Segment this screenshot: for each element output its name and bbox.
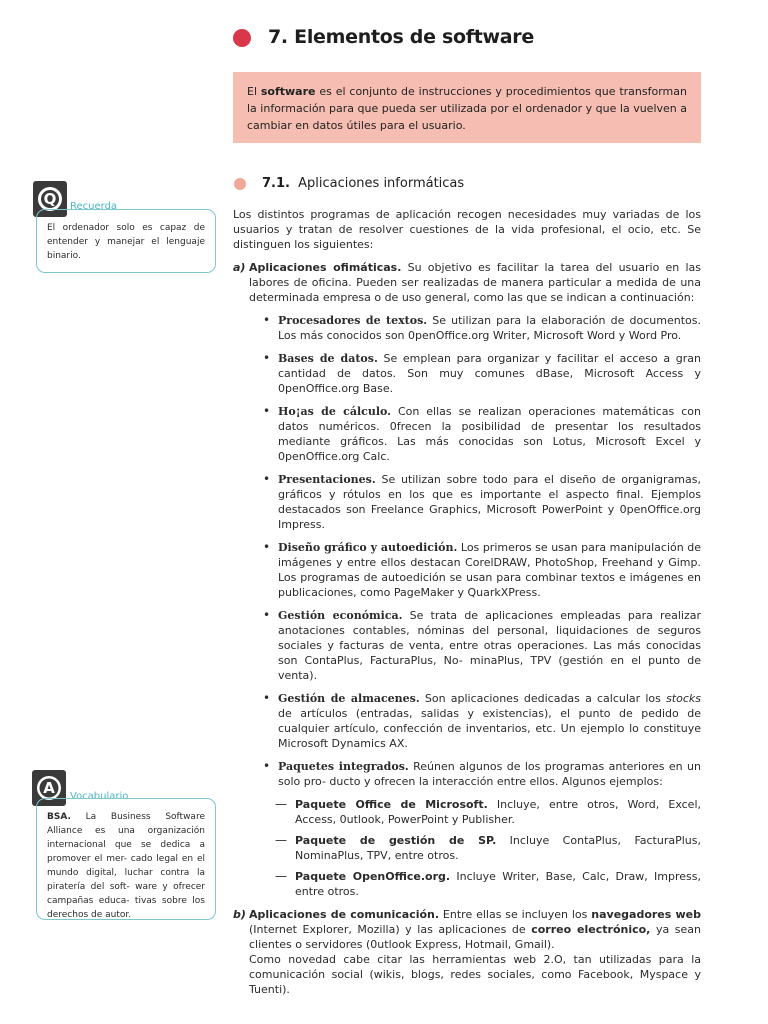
list-item-heading: Gestión de almacenes. xyxy=(278,692,420,705)
title-bullet-icon xyxy=(233,29,251,47)
item-text: (Internet Explorer, Mozilla) y las aplicaciones de xyxy=(249,923,532,936)
list-item-heading: Bases de datos. xyxy=(278,352,378,365)
list-item xyxy=(261,404,701,464)
list-item xyxy=(261,313,701,343)
dash-item xyxy=(278,833,701,863)
list-item-heading: Gestión económica. xyxy=(278,609,403,622)
list-item-text: Los primeros se usan para manipulación de imágenes y entre ellos destacan CorelDRAW, PhotoShop, Freehand y Gimp. Los programas de autoedición se usan para combinar textos e imágenes en publicaciones, como PageMaker y QuarkXPress. xyxy=(278,541,701,599)
list-item-text: de artículos (entradas, salidas y existencias), el punto de pedido de cualquier artículo, confección de inventarios, etc. Un ejemplo lo constituye Microsoft Dynamics AX. xyxy=(278,707,701,750)
application-list xyxy=(249,313,701,899)
item-heading: Aplicaciones ofimáticas. xyxy=(249,261,402,274)
list-item-text: Se trata de aplicaciones empleadas para realizar anotaciones contables, nóminas del personal, liquidaciones de seguros sociales y facturas de venta, entre otras operaciones. Las más conocidas son ContaPlus, FacturaPlus, No- minaPlus, TPV (gestión en el punto de venta). xyxy=(278,609,701,682)
list-item xyxy=(261,540,701,600)
item-bold-text: correo electrónico, xyxy=(531,923,651,936)
definition-prefix: El xyxy=(247,85,261,98)
item-letter: a) xyxy=(233,261,246,274)
recuerda-icon-letter: Q xyxy=(43,190,57,208)
list-item-heading: Ho¡as de cálculo. xyxy=(278,405,391,418)
list-item xyxy=(261,691,701,751)
dash-item xyxy=(278,869,701,899)
list-item xyxy=(261,759,701,899)
dash-item-heading: Paquete Office de Microsoft. xyxy=(295,798,488,811)
list-item-heading: Presentaciones. xyxy=(278,473,376,486)
section-heading xyxy=(262,176,464,191)
vocabulario-term: BSA. xyxy=(47,812,71,822)
vocabulario-icon-letter: A xyxy=(43,779,55,797)
list-item-text: Reúnen algunos de los programas anteriores en un solo pro- ducto y ofrecen la interacción entre ellos. Algunos ejemplos: xyxy=(278,760,701,788)
section-title: Aplicaciones informáticas xyxy=(298,176,465,191)
list-item-heading: Diseño gráfico y autoedición. xyxy=(278,541,458,554)
closing-paragraph: Como novedad cabe citar las herramientas web 2.O, tan utilizadas para la comunicación social (wikis, blogs, redes sociales, como Facebook, Myspace y Tuenti). xyxy=(249,953,701,996)
vocabulario-text: La Business Software Alliance es una organización internacional que se dedica a promover el mer- cado legal en el mundo digital, luchar contra la piratería del soft- ware y ofrecer campañas educa- tivas sobre los derechos de autor. xyxy=(47,812,205,920)
list-item-italic: stocks xyxy=(666,692,702,705)
list-item-heading: Paquetes integrados. xyxy=(278,760,409,773)
list-item xyxy=(261,472,701,532)
main-content xyxy=(233,207,701,997)
dash-item-text: Incluye ContaPlus, FacturaPlus, NominaPlus, TPV, entre otros. xyxy=(295,834,701,862)
item-b xyxy=(233,907,701,952)
recuerda-text: El ordenador solo es capaz de entender y manejar el lenguaje binario. xyxy=(47,223,205,261)
item-text: Su objetivo es facilitar la tarea del usuario en las labores de oficina. Pueden ser realizadas de manera particular a medida de una determinada empresa o de uso general, como las que se indican a continuación: xyxy=(249,261,701,304)
item-text: ya sean clientes o servidores (0utlook Express, Hotmail, Gmail). xyxy=(249,923,701,951)
vocabulario-box xyxy=(36,798,216,920)
vocabulario-label: Vocabulario xyxy=(70,791,129,802)
definition-box xyxy=(233,72,701,143)
dash-item-heading: Paquete OpenOffice.org. xyxy=(295,870,451,883)
list-item-heading: Procesadores de textos. xyxy=(278,314,428,327)
list-item xyxy=(261,351,701,396)
item-letter: b) xyxy=(233,908,246,921)
item-bold-text: navegadores web xyxy=(591,908,702,921)
list-item-text: Se emplean para organizar y facilitar el acceso a gran cantidad de datos. Son muy comunes dBase, Microsoft Access y 0penOffice.org Base. xyxy=(278,352,701,395)
item-heading: Aplicaciones de comunicación. xyxy=(249,908,440,921)
dash-item-heading: Paquete de gestión de SP. xyxy=(295,834,497,847)
definition-term: software xyxy=(260,85,316,98)
intro-paragraph: Los distintos programas de aplicación recogen necesidades muy variadas de los usuarios y tratan de resolver cuestiones de la vida profesional, el ocio, etc. Se distinguen los siguientes: xyxy=(233,208,701,251)
section-bullet-icon xyxy=(234,178,246,190)
list-item xyxy=(261,608,701,683)
dash-item xyxy=(278,797,701,827)
list-item-text: Con ellas se realizan operaciones matemáticas con datos numéricos. 0frecen la posibilidad de presentar los resultados mediante gráficos. Las más conocidas son Lotus, Microsoft Excel y 0penOffice.org Calc. xyxy=(278,405,701,463)
page-title: 7. Elementos de software xyxy=(268,26,534,48)
dash-item-text: Incluye Writer, Base, Calc, Draw, Impress, entre otros. xyxy=(295,870,701,898)
list-item-text: Son aplicaciones dedicadas a calcular los xyxy=(419,692,667,705)
recuerda-label: Recuerda xyxy=(70,201,118,212)
list-item-text: Se utilizan sobre todo para el diseño de organigramas, gráficos y rótulos en los que es importante el aspecto final. Ejemplos destacados son Freelance Graphics, Microsoft PowerPoint y 0penOffice.org Impress. xyxy=(278,473,701,531)
list-item-text: Se utilizan para la elaboración de documentos. Los más conocidos son 0penOffice.org Writer, Microsoft Word y Word Pro. xyxy=(278,314,701,342)
definition-text: es el conjunto de instrucciones y procedimientos que transforman la información para que pueda ser utilizada por el ordenador y que la vuelven a cambiar en datos útiles para el usuario. xyxy=(247,85,687,132)
item-a xyxy=(233,260,701,899)
item-text: Entre ellas se incluyen los xyxy=(439,908,592,921)
package-list xyxy=(278,797,701,899)
section-number: 7.1. xyxy=(262,176,290,191)
recuerda-box xyxy=(36,209,216,273)
dash-item-text: Incluye, entre otros, Word, Excel, Access, 0utlook, PowerPoint y Publisher. xyxy=(295,798,701,826)
